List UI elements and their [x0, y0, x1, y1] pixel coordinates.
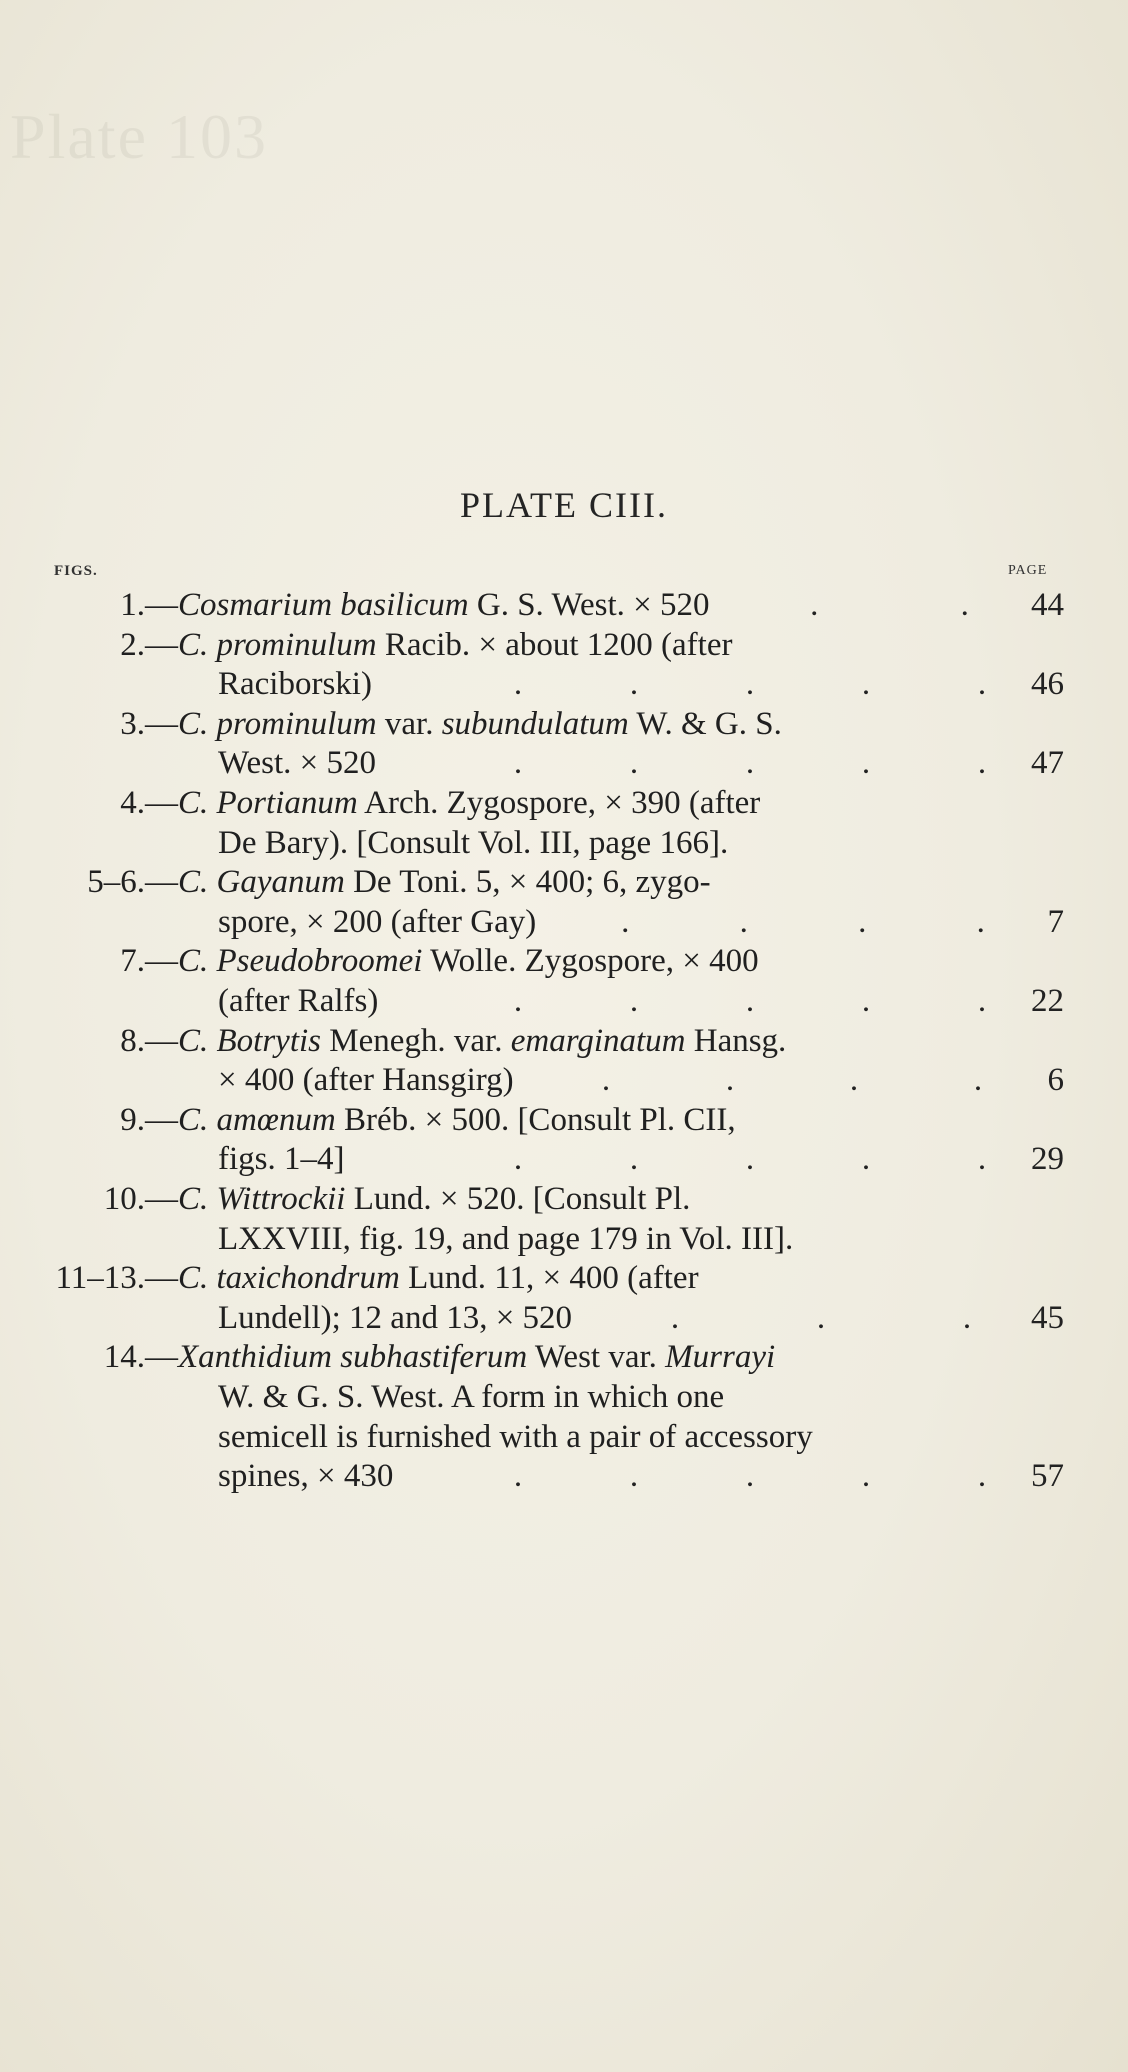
description-text: G. S. West. × 520 — [468, 587, 710, 623]
leader-dots: . . . . . — [513, 983, 987, 1019]
entry-text — [178, 1021, 786, 1061]
entry-text — [218, 1417, 813, 1457]
entry-text — [178, 585, 709, 625]
entry-text — [218, 823, 728, 863]
leader-dots: . . . . . — [513, 666, 987, 703]
figure-number: 1.— — [120, 587, 178, 623]
description-text: spore, × 200 (after Gay) — [218, 903, 537, 940]
description-text: Wolle. Zygospore, × 400 — [422, 943, 759, 980]
entry-text — [218, 1139, 345, 1179]
entry-text — [178, 1337, 775, 1377]
entry-text — [218, 743, 376, 783]
species-name: C. taxichondrum — [178, 1260, 400, 1297]
species-name: C. Gayanum — [178, 864, 345, 901]
entry-text — [218, 1219, 793, 1259]
description-text: Hansg. — [685, 1022, 787, 1059]
entry-text — [178, 1258, 699, 1298]
entry-text — [178, 862, 711, 902]
species-name: C. prominulum — [178, 705, 377, 742]
species-name: subundulatum — [441, 705, 629, 742]
description-text: Racib. × about 1200 (after — [376, 626, 733, 663]
species-name: Xanthidium subhastiferum — [178, 1339, 528, 1376]
species-name: C. Wittrockii — [178, 1181, 346, 1217]
description-text: Lundell); 12 and 13, × 520 — [218, 1299, 573, 1336]
species-name: C. prominulum — [178, 626, 377, 663]
page-number: 6 — [1047, 1062, 1064, 1099]
description-text: (after Ralfs) — [218, 983, 379, 1019]
species-name: Cosmarium basilicum — [178, 587, 469, 623]
plate-title: PLATE CIII. — [460, 485, 668, 525]
figure-number: 10.— — [103, 1181, 178, 1217]
page-number: 44 — [1031, 587, 1064, 623]
description-text: semicell is furnished with a pair of accessory — [218, 1418, 813, 1455]
entry-text — [178, 1100, 736, 1140]
leader-dots: . . . . . — [513, 1458, 987, 1495]
description-text: Menegh. var. — [321, 1022, 511, 1059]
entry-text — [218, 1060, 514, 1100]
figure-number: 11–13.— — [55, 1260, 178, 1297]
page-number: 7 — [1047, 903, 1064, 940]
description-text: West var. — [527, 1339, 666, 1376]
entry-text — [178, 941, 759, 981]
figs-column-header: FIGS. — [54, 563, 98, 579]
description-text: var. — [376, 705, 442, 742]
page-number: 47 — [1031, 745, 1064, 782]
entry-text — [218, 902, 536, 942]
description-text: W. & G. S. West. A form in which one — [218, 1379, 725, 1415]
species-name: C. Botrytis — [178, 1022, 322, 1059]
description-text: Raciborski) — [218, 666, 372, 703]
leader-dots: . . . . . — [513, 1141, 987, 1178]
figure-number: 14.— — [103, 1339, 178, 1376]
description-text: Bréb. × 500. [Consult Pl. CII, — [335, 1101, 736, 1138]
species-name: emarginatum — [510, 1022, 686, 1059]
description-text: LXXVIII, fig. 19, and page 179 in Vol. III]. — [218, 1220, 794, 1257]
description-text: De Toni. 5, × 400; 6, zygo- — [344, 864, 711, 901]
leader-dots: . . . . . — [513, 745, 987, 782]
figure-number: 7.— — [120, 943, 178, 980]
description-text: W. & G. S. — [628, 705, 782, 742]
leader-dots: . . . — [670, 1299, 972, 1336]
species-name: C. Pseudobroomei — [178, 943, 423, 980]
description-text: × 400 (after Hansgirg) — [218, 1062, 514, 1099]
leader-dots: . . . . — [601, 1062, 983, 1099]
page-number: 29 — [1031, 1141, 1064, 1178]
description-text: West. × 520 — [218, 745, 377, 782]
entry-text — [218, 1377, 724, 1417]
show-through-text: Plate 103 — [10, 101, 268, 172]
figure-number: 2.— — [120, 626, 178, 663]
figure-number: 8.— — [120, 1022, 178, 1059]
species-name: C. amœnum — [178, 1101, 336, 1138]
description-text: Lund. 11, × 400 (after — [399, 1260, 699, 1297]
description-text: spines, × 430 — [218, 1458, 394, 1495]
page-number: 46 — [1031, 666, 1064, 703]
species-name: C. Portianum — [178, 785, 358, 821]
figure-number: 5–6.— — [87, 864, 178, 901]
leader-dots: . . . . — [621, 903, 985, 940]
figure-number: 3.— — [120, 705, 178, 742]
page-number: 57 — [1031, 1458, 1064, 1495]
entry-text — [218, 1456, 393, 1496]
description-text: Arch. Zygospore, × 390 (after — [357, 785, 761, 821]
entry-text — [178, 704, 782, 744]
entry-text — [218, 664, 372, 704]
figure-number: 9.— — [120, 1101, 178, 1138]
species-name: Murrayi — [665, 1339, 776, 1376]
description-text: figs. 1–4] — [218, 1141, 345, 1178]
entry-text — [178, 625, 732, 665]
leader-dots: . . — [810, 587, 969, 623]
page-number: 22 — [1031, 983, 1064, 1019]
page-number: 45 — [1031, 1299, 1064, 1336]
entry-text — [178, 783, 760, 823]
entry-text — [178, 1179, 690, 1219]
figure-number: 4.— — [120, 785, 178, 821]
page-column-header: PAGE — [1008, 563, 1048, 578]
description-text: De Bary). [Consult Vol. III, page 166]. — [218, 824, 729, 861]
description-text: Lund. × 520. [Consult Pl. — [345, 1181, 691, 1217]
entry-text — [218, 1298, 572, 1338]
entry-text — [218, 981, 378, 1021]
